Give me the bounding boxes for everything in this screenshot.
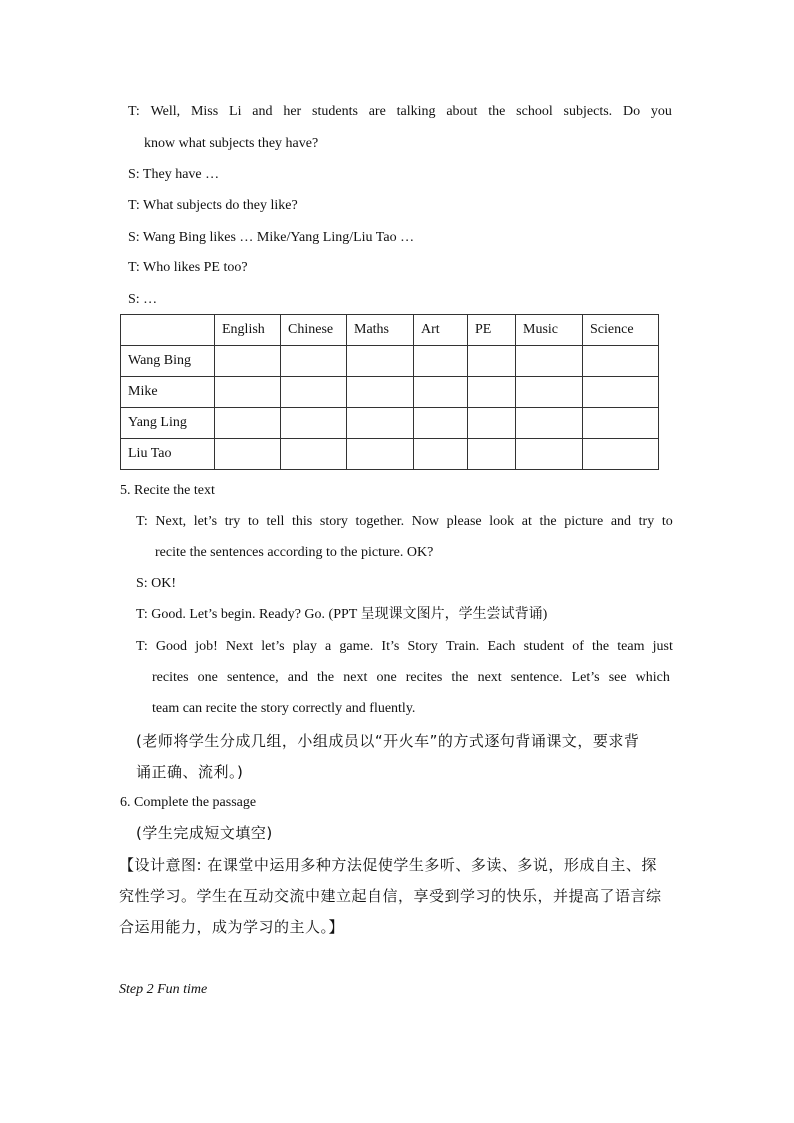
table-cell: [347, 377, 414, 408]
section5-t2: T: Good. Let’s begin. Ready? Go. (PPT 呈现课文图片，学生尝试背诵): [136, 607, 548, 622]
table-cell: [583, 439, 659, 470]
table-cell: [468, 439, 516, 470]
table-cell: [347, 439, 414, 470]
section5-s1: S: OK!: [136, 576, 177, 591]
table-cell: [414, 346, 468, 377]
dialogue-s1: S: They have …: [128, 167, 220, 182]
table-cell: [583, 346, 659, 377]
design-intent-line3: 合运用能力，成为学习的主人。】: [119, 918, 345, 936]
table-cell: [414, 408, 468, 439]
table-cell: [414, 439, 468, 470]
table-row: [121, 439, 659, 470]
row-label: Mike: [121, 377, 215, 408]
table-cell: [215, 408, 281, 439]
table-cell: [215, 346, 281, 377]
table-cell: [281, 439, 347, 470]
subjects-table: [120, 314, 659, 470]
section6-note: (学生完成短文填空): [136, 824, 273, 842]
table-cell: [468, 346, 516, 377]
table-cell: [347, 408, 414, 439]
section5-t3-line2: recites one sentence, and the next one recites the next sentence. Let’s see which: [152, 670, 670, 685]
table-cell: [516, 346, 583, 377]
dialogue-s3: S: …: [128, 292, 158, 307]
table-cell: [215, 439, 281, 470]
table-cell: [215, 377, 281, 408]
section5-note-line1: (老师将学生分成几组，小组成员以“开火车”的方式逐句背诵课文，要求背: [136, 732, 640, 750]
table-cell: [583, 377, 659, 408]
step2-heading: Step 2 Fun time: [119, 982, 208, 997]
table-cell: [281, 346, 347, 377]
table-cell: [516, 377, 583, 408]
header-cell: [121, 315, 215, 346]
table-row: [121, 408, 659, 439]
section5-t1-line1: T: Next, let’s try to tell this story together. Now please look at the picture and try to: [136, 514, 673, 529]
design-intent-line2: 究性学习。学生在互动交流中建立起自信，享受到学习的快乐，并提高了语言综: [119, 887, 662, 905]
header-cell: Chinese: [281, 315, 347, 346]
header-cell: Science: [583, 315, 659, 346]
section5-t3-line1: T: Good job! Next let’s play a game. It’s Story Train. Each student of the team just: [136, 639, 673, 654]
table-header-row: [121, 315, 659, 346]
row-label: Wang Bing: [121, 346, 215, 377]
table-cell: [516, 408, 583, 439]
table-row: [121, 377, 659, 408]
section5-note-line2: 诵正确、流利。): [136, 763, 244, 781]
header-cell: Maths: [347, 315, 414, 346]
design-intent-line1: 【设计意图: 在课堂中运用多种方法促使学生多听、多读、多说，形成自主、探: [119, 856, 657, 874]
dialogue-t1-line2: know what subjects they have?: [144, 136, 319, 151]
row-label: Liu Tao: [121, 439, 215, 470]
table-row: [121, 346, 659, 377]
dialogue-s2: S: Wang Bing likes … Mike/Yang Ling/Liu Tao …: [128, 230, 415, 245]
header-cell: English: [215, 315, 281, 346]
dialogue-t3: T: Who likes PE too?: [128, 260, 248, 275]
table-cell: [281, 377, 347, 408]
table-cell: [468, 377, 516, 408]
header-cell: Music: [516, 315, 583, 346]
table-cell: [414, 377, 468, 408]
table-cell: [281, 408, 347, 439]
dialogue-t1-line1: T: Well, Miss Li and her students are talking about the school subjects. Do you: [128, 104, 672, 119]
section5-t3-line3: team can recite the story correctly and fluently.: [152, 701, 416, 716]
row-label: Yang Ling: [121, 408, 215, 439]
section6-heading: 6. Complete the passage: [120, 795, 257, 810]
header-cell: Art: [414, 315, 468, 346]
dialogue-t2: T: What subjects do they like?: [128, 198, 298, 213]
table-cell: [347, 346, 414, 377]
header-cell: PE: [468, 315, 516, 346]
table-cell: [583, 408, 659, 439]
section5-heading: 5. Recite the text: [120, 483, 215, 498]
table-cell: [516, 439, 583, 470]
section5-t1-line2: recite the sentences according to the picture. OK?: [155, 545, 434, 560]
table-cell: [468, 408, 516, 439]
